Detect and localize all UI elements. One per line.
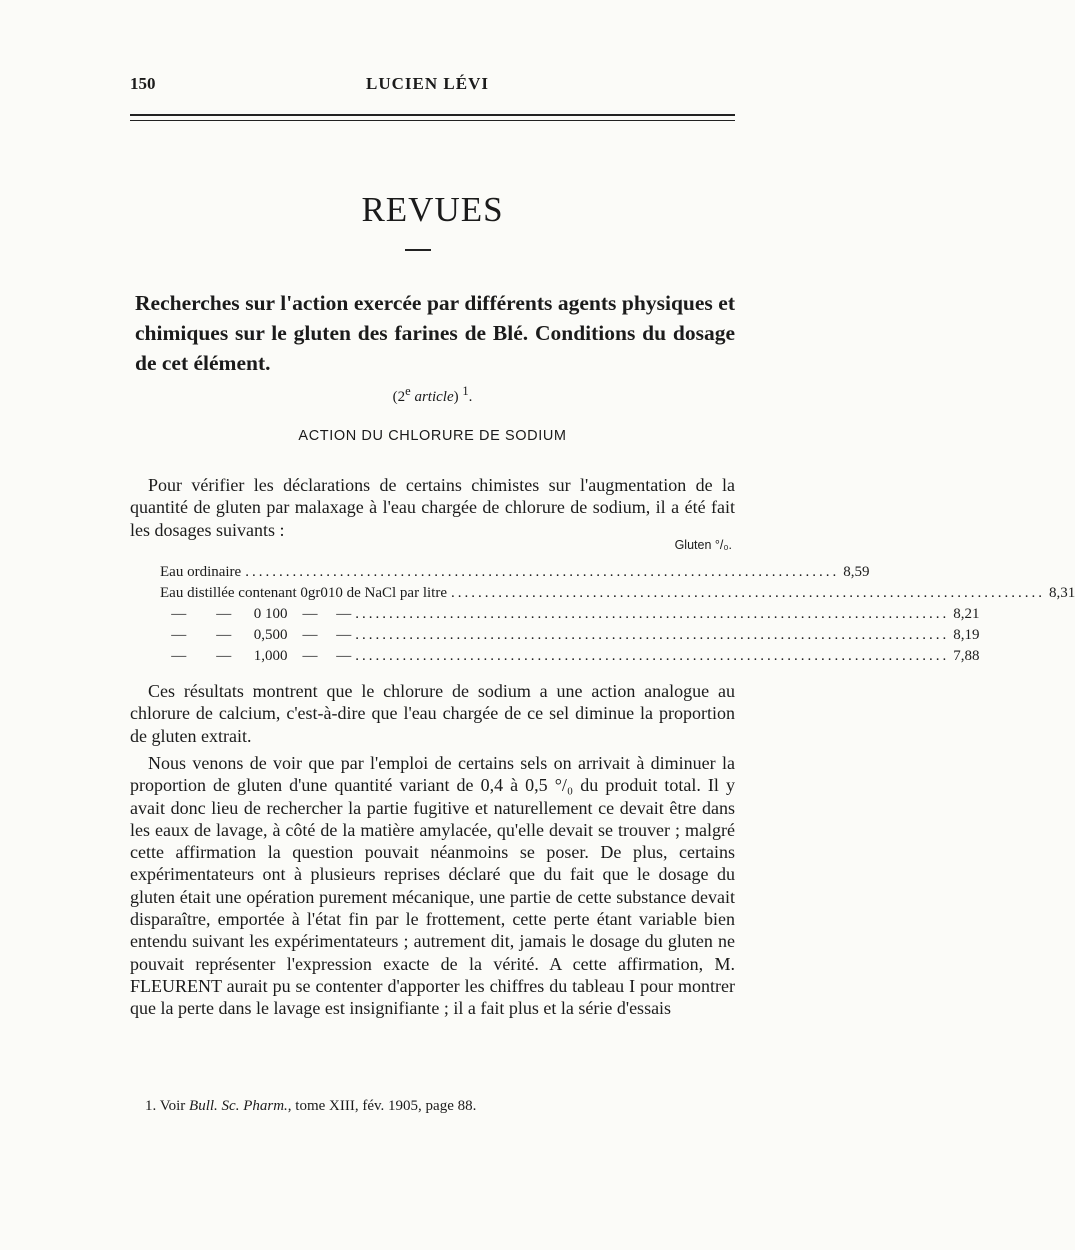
table-row-label: — — 0,500 — —	[160, 627, 352, 643]
table-row-value: 8,59	[843, 564, 870, 580]
page-number: 150	[130, 74, 156, 93]
article-note-end: .	[468, 389, 473, 405]
section-title-dash	[405, 249, 431, 251]
paragraph-results-text: Ces résultats montrent que le chlorure de sodium a une action analogue au chlorure de calcium, c'est-à-dire que l'eau chargée de ce sel diminue la proportion de gluten extrait.	[130, 681, 735, 746]
article-note-prefix: (2	[392, 389, 406, 405]
table-row	[160, 625, 980, 646]
article-note	[130, 384, 735, 406]
leader-dots: ........................................................................................	[355, 606, 950, 622]
footnote-post: , tome XIII, fév. 1905, page 88.	[287, 1098, 477, 1114]
table-row	[160, 646, 980, 667]
gluten-table	[160, 562, 1075, 667]
section-title: REVUES	[361, 190, 504, 229]
footnote-pre: Voir	[156, 1098, 190, 1114]
article-title: Recherches sur l'action exercée par différents agents physiques et chimiques sur le gluten des farines de Blé. Conditions du dosage de cet élément.	[135, 291, 735, 375]
leader-dots: ........................................................................................	[355, 648, 950, 664]
paragraph-intro	[130, 474, 735, 541]
article-note-close: )	[453, 389, 459, 405]
page-header	[130, 74, 735, 94]
paragraph-results	[130, 680, 735, 747]
table-row	[160, 583, 1075, 604]
table-row	[160, 604, 980, 625]
footnote	[145, 1098, 735, 1115]
article-note-word: article	[410, 389, 454, 405]
paragraph-discussion-text: Nous venons de voir que par l'emploi de certains sels on arrivait à diminuer la proportion de gluten d'une quantité variant de 0,4 à 0,5 °/₀ du produit total. Il y avait donc lieu de rechercher la partie fugitive et naturellement ce devait être dans les eaux de lavage, à côté de la matière amylacée, qu'elle devait se trouver ; malgré cette affirmation la question pouvait néanmoins se poser. De plus, certains expérimentateurs ont à plusieurs reprises déclaré que du fait que le dosage du gluten était une opération purement mécanique, une partie de cette substance devait disparaître, emportée à l'état fin par le frottement, cette perte étant variable bien entendu suivant les expérimentateurs ; autrement dit, jamais le dosage du gluten ne pouvait représenter l'expression exacte de la vérité. A cette affirmation, M. FLEURENT aurait pu se contenter d'apporter les chiffres du tableau I pour montrer que la perte dans le lavage est insignifiante ; il a fait plus et la série d'essais	[130, 753, 735, 1019]
table-row-value: 7,88	[953, 648, 980, 664]
section-subheading: ACTION DU CHLORURE DE SODIUM	[298, 428, 567, 444]
table-row-value: 8,19	[953, 627, 980, 643]
footnote-journal: Bull. Sc. Pharm.	[189, 1098, 288, 1114]
leader-dots: ........................................................................................	[245, 564, 840, 580]
table-row-value: 8,31	[1049, 585, 1075, 601]
table-row-label: — — 1,000 — —	[160, 648, 352, 664]
leader-dots: ........................................................................................	[355, 627, 950, 643]
table-row-label: — — 0 100 — —	[160, 606, 352, 622]
leader-dots: ........................................................................................	[451, 585, 1045, 601]
running-title: LUCIEN LÉVI	[366, 74, 489, 93]
table-row	[160, 562, 870, 583]
table-row-label: Eau distillée contenant 0gr010 de NaCl par litre	[160, 585, 447, 601]
footnote-marker: 1	[462, 384, 469, 398]
header-rule-thick	[130, 114, 735, 116]
footnote-number: 1.	[145, 1098, 157, 1114]
table-column-header: Gluten °/₀.	[674, 538, 732, 552]
paragraph-intro-text: Pour vérifier les déclarations de certains chimistes sur l'augmentation de la quantité de gluten par malaxage à l'eau chargée de chlorure de sodium, il a été fait les dosages suivants :	[130, 475, 735, 540]
article-note-sup: e	[405, 384, 411, 398]
paragraph-discussion	[130, 752, 735, 1020]
header-rule-thin	[130, 120, 735, 121]
table-row-label: Eau ordinaire	[160, 564, 242, 580]
table-row-value: 8,21	[953, 606, 980, 622]
